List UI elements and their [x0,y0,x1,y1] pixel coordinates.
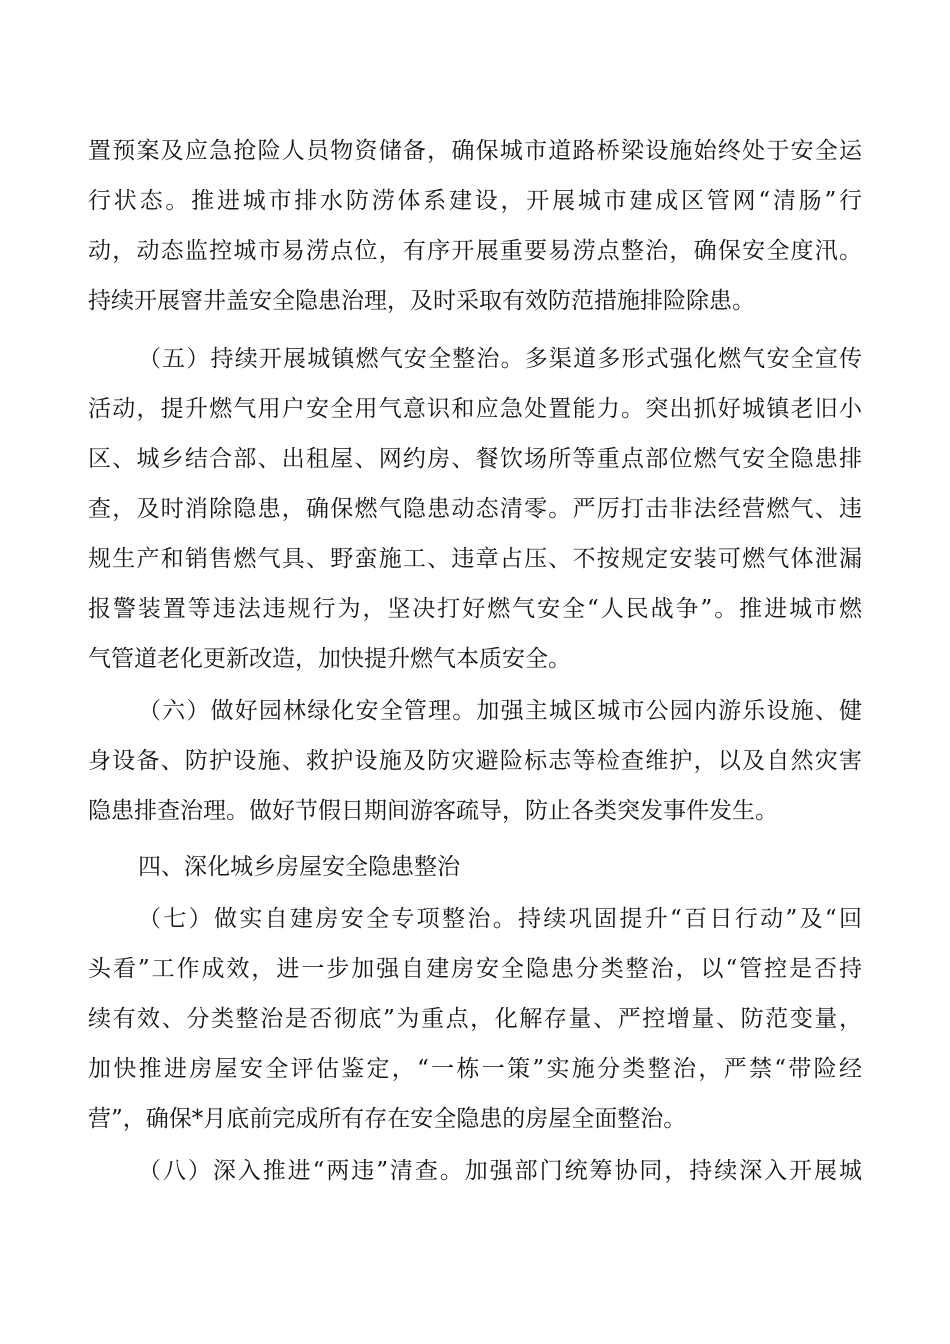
text-line: 区、城乡结合部、出租屋、网约房、餐饮场所等重点部位燃气安全隐患排 [88,446,862,472]
text-line: 身设备、防护设施、救护设施及防灾避险标志等检查维护，以及自然灾害 [88,748,862,774]
text-line: 持续开展窨井盖安全隐患治理，及时采取有效防范措施排险除患。 [88,288,755,314]
section-heading-line: （八）深入推进“两违”清查。加强部门统筹协同，持续深入开展城 [138,1158,862,1184]
section-heading-line: （六）做好园林绿化安全管理。加强主城区城市公园内游乐设施、健 [138,698,862,724]
text-line: 行状态。推进城市排水防涝体系建设，开展城市建成区管网“清肠”行 [88,188,862,214]
text-line: 气管道老化更新改造，加快提升燃气本质安全。 [88,646,571,672]
section-heading-line: （七）做实自建房安全专项整治。持续巩固提升“百日行动”及“回 [138,906,862,932]
text-line: 报警装置等违法违规行为，坚决打好燃气安全“人民战争”。推进城市燃 [88,596,862,622]
chapter-heading: 四、深化城乡房屋安全隐患整治 [138,854,460,880]
text-line: 续有效、分类整治是否彻底”为重点，化解存量、严控增量、防范变量， [88,1006,862,1032]
text-line: 规生产和销售燃气具、野蛮施工、违章占压、不按规定安装可燃气体泄漏 [88,546,862,572]
section-heading-line: （五）持续开展城镇燃气安全整治。多渠道多形式强化燃气安全宣传 [138,346,862,372]
text-line: 头看”工作成效，进一步加强自建房安全隐患分类整治，以“管控是否持 [88,956,862,982]
text-line: 查，及时消除隐患，确保燃气隐患动态清零。严厉打击非法经营燃气、违 [88,496,862,522]
text-line: 加快推进房屋安全评估鉴定，“一栋一策”实施分类整治，严禁“带险经 [88,1056,862,1082]
text-line: 隐患排查治理。做好节假日期间游客疏导，防止各类突发事件发生。 [88,798,778,824]
text-line: 动，动态监控城市易涝点位，有序开展重要易涝点整治，确保安全度汛。 [88,238,862,264]
text-line: 营”，确保*月底前完成所有存在安全隐患的房屋全面整治。 [88,1106,687,1132]
text-line: 置预案及应急抢险人员物资储备，确保城市道路桥梁设施始终处于安全运 [88,138,862,164]
text-line: 活动，提升燃气用户安全用气意识和应急处置能力。突出抓好城镇老旧小 [88,396,862,422]
